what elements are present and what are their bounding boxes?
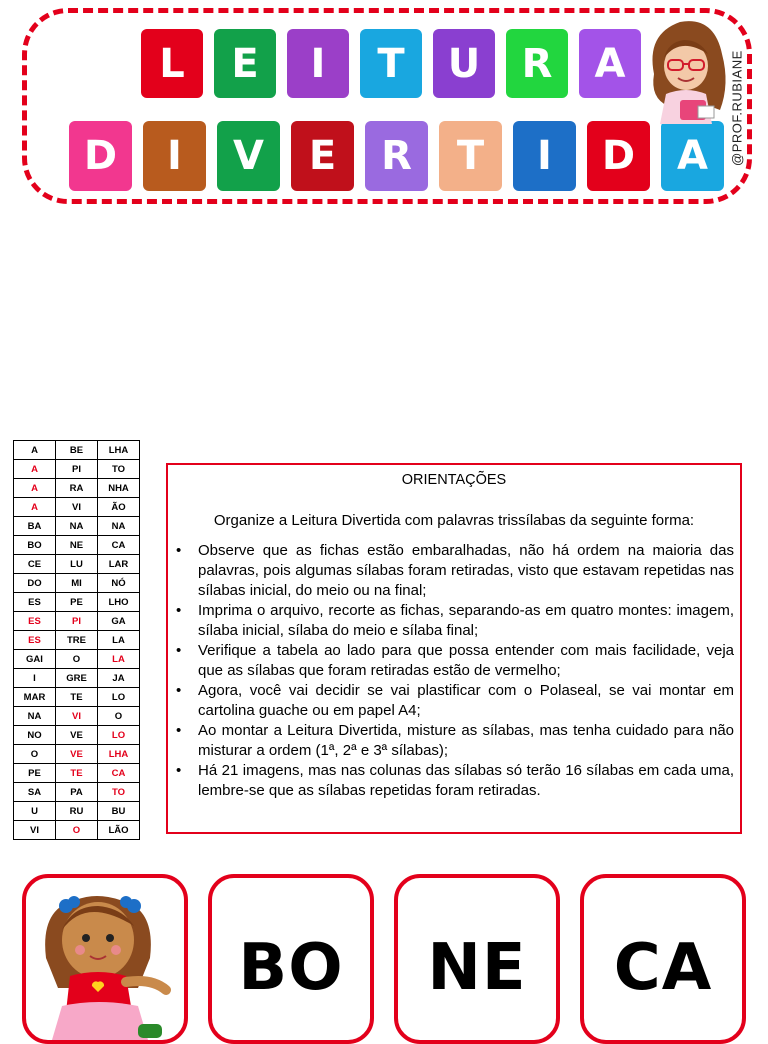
syllable-cell: NA bbox=[14, 707, 56, 726]
syllable-cell: NA bbox=[56, 517, 98, 536]
title-letter-tile: A bbox=[579, 29, 641, 98]
instruction-item: • Verifique a tabela ao lado para que possa entender com mais facilidade, veja que as sílabas que foram retiradas estão de vermelho; bbox=[192, 641, 734, 681]
instructions-title: ORIENTAÇÕES bbox=[401, 472, 507, 488]
syllable-cell: GRE bbox=[56, 669, 98, 688]
syllable-table bbox=[13, 440, 140, 840]
table-row bbox=[14, 821, 140, 840]
card-image bbox=[22, 874, 188, 1044]
title-letter-tile: D bbox=[587, 121, 650, 191]
instruction-item: • Há 21 imagens, mas nas colunas das sílabas só terão 16 sílabas em cada uma, lembre-se que as sílabas repetidas foram retiradas. bbox=[192, 761, 734, 801]
table-row bbox=[14, 802, 140, 821]
syllable-cell: TRE bbox=[56, 631, 98, 650]
syllable-cell: TO bbox=[98, 783, 140, 802]
syllable-cell: U bbox=[14, 802, 56, 821]
syllable-cell: A bbox=[14, 441, 56, 460]
title-letter-tile: T bbox=[360, 29, 422, 98]
table-row bbox=[14, 536, 140, 555]
syllable-cell: GAI bbox=[14, 650, 56, 669]
table-row bbox=[14, 745, 140, 764]
title-letter-tile: T bbox=[439, 121, 502, 191]
syllable-cell: VI bbox=[14, 821, 56, 840]
syllable-cell: RA bbox=[56, 479, 98, 498]
syllable-cell: VE bbox=[56, 745, 98, 764]
syllable-cell: A bbox=[14, 498, 56, 517]
syllable-cell: BA bbox=[14, 517, 56, 536]
syllable-cell: DO bbox=[14, 574, 56, 593]
syllable-cell: CA bbox=[98, 536, 140, 555]
instruction-item: • Observe que as fichas estão embaralhadas, não há ordem na maioria das palavras, pois algumas sílabas foram retiradas, visto que estavam repetidas nas sílabas inicial, do meio ou na final; bbox=[192, 541, 734, 601]
table-row bbox=[14, 764, 140, 783]
syllable-cell: TO bbox=[98, 460, 140, 479]
card-syllable-last bbox=[580, 874, 746, 1044]
syllable-cell: VI bbox=[56, 707, 98, 726]
title-letter-tile: R bbox=[365, 121, 428, 191]
syllable-cell: CA bbox=[98, 764, 140, 783]
instruction-item: • Imprima o arquivo, recorte as fichas, separando-as em quatro montes: imagem, sílaba inicial, sílaba do meio e sílaba final; bbox=[192, 601, 734, 641]
syllable-cell: GA bbox=[98, 612, 140, 631]
syllable-cell: LHA bbox=[98, 441, 140, 460]
syllable-cell: VE bbox=[56, 726, 98, 745]
syllable-cell: ES bbox=[14, 593, 56, 612]
syllable-cell: MI bbox=[56, 574, 98, 593]
syllable-cell: LA bbox=[98, 650, 140, 669]
syllable-cell: PE bbox=[14, 764, 56, 783]
title-letter-tile: I bbox=[287, 29, 349, 98]
table-row bbox=[14, 688, 140, 707]
table-row bbox=[14, 479, 140, 498]
syllable-cell: ÃO bbox=[98, 498, 140, 517]
table-row bbox=[14, 650, 140, 669]
table-row bbox=[14, 555, 140, 574]
syllable-cell: PI bbox=[56, 460, 98, 479]
table-row bbox=[14, 669, 140, 688]
syllable-cell: NA bbox=[98, 517, 140, 536]
syllable-cell: LAR bbox=[98, 555, 140, 574]
syllable-cell: VI bbox=[56, 498, 98, 517]
title-letter-tile: I bbox=[513, 121, 576, 191]
author-handle: @PROF.RUBIANE bbox=[729, 50, 745, 166]
syllable-cell: NHA bbox=[98, 479, 140, 498]
syllable-cell: PE bbox=[56, 593, 98, 612]
syllable-text: NE bbox=[427, 931, 527, 1005]
table-row bbox=[14, 460, 140, 479]
syllable-cell: BU bbox=[98, 802, 140, 821]
syllable-cell: PA bbox=[56, 783, 98, 802]
syllable-cell: NE bbox=[56, 536, 98, 555]
teacher-avatar-icon bbox=[640, 14, 732, 124]
syllable-cell: TE bbox=[56, 764, 98, 783]
syllable-cell: ES bbox=[14, 631, 56, 650]
instructions-box bbox=[166, 463, 742, 834]
table-row bbox=[14, 574, 140, 593]
syllable-cell: LHA bbox=[98, 745, 140, 764]
syllable-cell: LO bbox=[98, 688, 140, 707]
syllable-cell: NÓ bbox=[98, 574, 140, 593]
syllable-cell: TE bbox=[56, 688, 98, 707]
title-letter-tile: R bbox=[506, 29, 568, 98]
syllable-cell: O bbox=[56, 650, 98, 669]
instruction-item: • Ao montar a Leitura Divertida, misture as sílabas, mas tenha cuidado para não misturar a ordem (1ª, 2ª e 3ª sílabas); bbox=[192, 721, 734, 761]
syllable-cell: SA bbox=[14, 783, 56, 802]
syllable-cell: LU bbox=[56, 555, 98, 574]
title-letter-tile: A bbox=[661, 121, 724, 191]
title-letter-tile: E bbox=[291, 121, 354, 191]
syllable-cell: O bbox=[98, 707, 140, 726]
syllable-text: BO bbox=[238, 931, 344, 1005]
syllable-cell: NO bbox=[14, 726, 56, 745]
syllable-cell: LÃO bbox=[98, 821, 140, 840]
card-syllable-middle bbox=[394, 874, 560, 1044]
syllable-cell: JA bbox=[98, 669, 140, 688]
title-letter-tile: E bbox=[214, 29, 276, 98]
table-row bbox=[14, 783, 140, 802]
syllable-text: CA bbox=[613, 931, 713, 1005]
syllable-cell: LA bbox=[98, 631, 140, 650]
syllable-cell: LO bbox=[98, 726, 140, 745]
title-letter-tile: D bbox=[69, 121, 132, 191]
table-row bbox=[14, 517, 140, 536]
syllable-cell: PI bbox=[56, 612, 98, 631]
syllable-cell: CE bbox=[14, 555, 56, 574]
syllable-cell: BE bbox=[56, 441, 98, 460]
title-letter-tile: L bbox=[141, 29, 203, 98]
table-row bbox=[14, 726, 140, 745]
table-row bbox=[14, 612, 140, 631]
table-row bbox=[14, 441, 140, 460]
card-syllable-first bbox=[208, 874, 374, 1044]
table-row bbox=[14, 498, 140, 517]
title-letter-tile: U bbox=[433, 29, 495, 98]
doll-icon bbox=[26, 878, 184, 1040]
instructions-list bbox=[174, 541, 734, 801]
syllable-cell: A bbox=[14, 460, 56, 479]
title-letter-tile: I bbox=[143, 121, 206, 191]
table-row bbox=[14, 631, 140, 650]
title-letter-tile: V bbox=[217, 121, 280, 191]
instruction-item: • Agora, você vai decidir se vai plastificar com o Polaseal, se vai montar em cartolina guache ou em papel A4; bbox=[192, 681, 734, 721]
title-row-leitura bbox=[141, 29, 641, 98]
table-row bbox=[14, 707, 140, 726]
syllable-cell: O bbox=[56, 821, 98, 840]
syllable-cell: MAR bbox=[14, 688, 56, 707]
instructions-intro: Organize a Leitura Divertida com palavras trissílabas da seguinte forma: bbox=[213, 512, 695, 529]
title-row-divertida bbox=[69, 121, 724, 191]
syllable-cell: BO bbox=[14, 536, 56, 555]
syllable-cell: ES bbox=[14, 612, 56, 631]
syllable-cell: I bbox=[14, 669, 56, 688]
table-row bbox=[14, 593, 140, 612]
syllable-cell: A bbox=[14, 479, 56, 498]
syllable-cell: RU bbox=[56, 802, 98, 821]
syllable-cell: LHO bbox=[98, 593, 140, 612]
syllable-cell: O bbox=[14, 745, 56, 764]
